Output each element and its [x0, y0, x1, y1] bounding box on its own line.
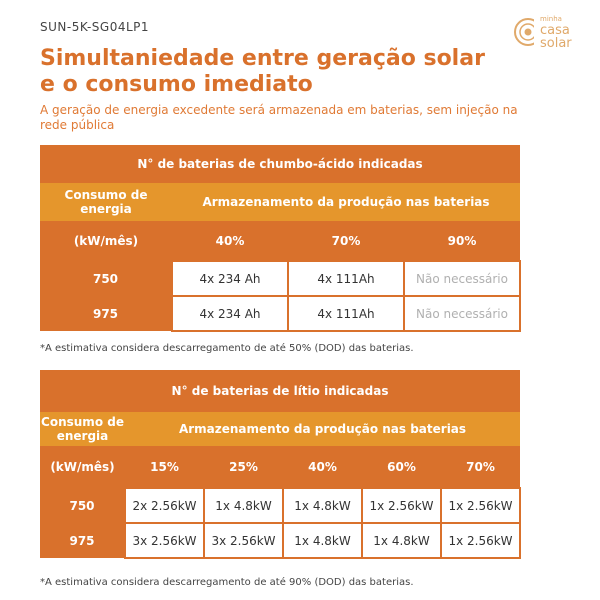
consumption-header: Consumo de energia: [40, 412, 125, 446]
table-cell: Não necessário: [404, 296, 520, 331]
percent-header: 90%: [404, 221, 520, 261]
consumption-header: Consumo de energia: [40, 183, 172, 221]
title-line-1: Simultaniedade entre geração solar: [40, 46, 485, 71]
table-cell: 4x 234 Ah: [172, 261, 288, 296]
lithium-table-title: N° de baterias de lítio indicadas: [40, 370, 520, 412]
table-cell: 1x 4.8kW: [283, 488, 362, 523]
percent-header: 40%: [172, 221, 288, 261]
percent-header: 25%: [204, 446, 283, 488]
percent-header: 40%: [283, 446, 362, 488]
unit-label: (kW/mês): [40, 221, 172, 261]
table-row: [40, 523, 520, 558]
table-cell: 3x 2.56kW: [125, 523, 204, 558]
model-code: SUN-5K-SG04LP1: [40, 20, 150, 34]
lithium-footnote: *A estimativa considera descarregamento de até 90% (DOD) das baterias.: [40, 577, 414, 588]
row-label: 750: [40, 261, 172, 296]
table-cell: 1x 4.8kW: [204, 488, 283, 523]
table-cell: 2x 2.56kW: [125, 488, 204, 523]
storage-header: Armazenamento da produção nas baterias: [172, 183, 520, 221]
logo-text-casa: casa: [540, 23, 570, 38]
logo-text-solar: solar: [540, 36, 572, 51]
percent-header: 60%: [362, 446, 441, 488]
table-row: [40, 488, 520, 523]
sun-logo-icon: [512, 10, 542, 50]
page-title: [40, 46, 560, 98]
table-cell: 4x 111Ah: [288, 261, 404, 296]
table-row: [40, 261, 520, 296]
table-cell: 1x 4.8kW: [283, 523, 362, 558]
table-cell: 1x 2.56kW: [441, 488, 520, 523]
table-cell: 3x 2.56kW: [204, 523, 283, 558]
lead-acid-footnote: *A estimativa considera descarregamento de até 50% (DOD) das baterias.: [40, 343, 414, 354]
row-label: 750: [40, 488, 125, 523]
table-cell: Não necessário: [404, 261, 520, 296]
logo-text-minha: minha: [540, 15, 562, 23]
percent-header: 70%: [441, 446, 520, 488]
table-cell: 1x 2.56kW: [362, 488, 441, 523]
lead-acid-table: [40, 145, 521, 332]
page-subtitle: A geração de energia excedente será armazenada em baterias, sem injeção na rede pública: [40, 103, 518, 132]
title-line-2: e o consumo imediato: [40, 72, 313, 97]
percent-header: 15%: [125, 446, 204, 488]
row-label: 975: [40, 523, 125, 558]
row-label: 975: [40, 296, 172, 331]
lithium-table: [40, 370, 521, 559]
unit-label: (kW/mês): [40, 446, 125, 488]
lead-acid-table-title: N° de baterias de chumbo-ácido indicadas: [40, 145, 520, 183]
table-cell: 1x 2.56kW: [441, 523, 520, 558]
table-cell: 4x 234 Ah: [172, 296, 288, 331]
storage-header: Armazenamento da produção nas baterias: [125, 412, 520, 446]
table-row: [40, 296, 520, 331]
table-cell: 1x 4.8kW: [362, 523, 441, 558]
percent-header: 70%: [288, 221, 404, 261]
table-cell: 4x 111Ah: [288, 296, 404, 331]
